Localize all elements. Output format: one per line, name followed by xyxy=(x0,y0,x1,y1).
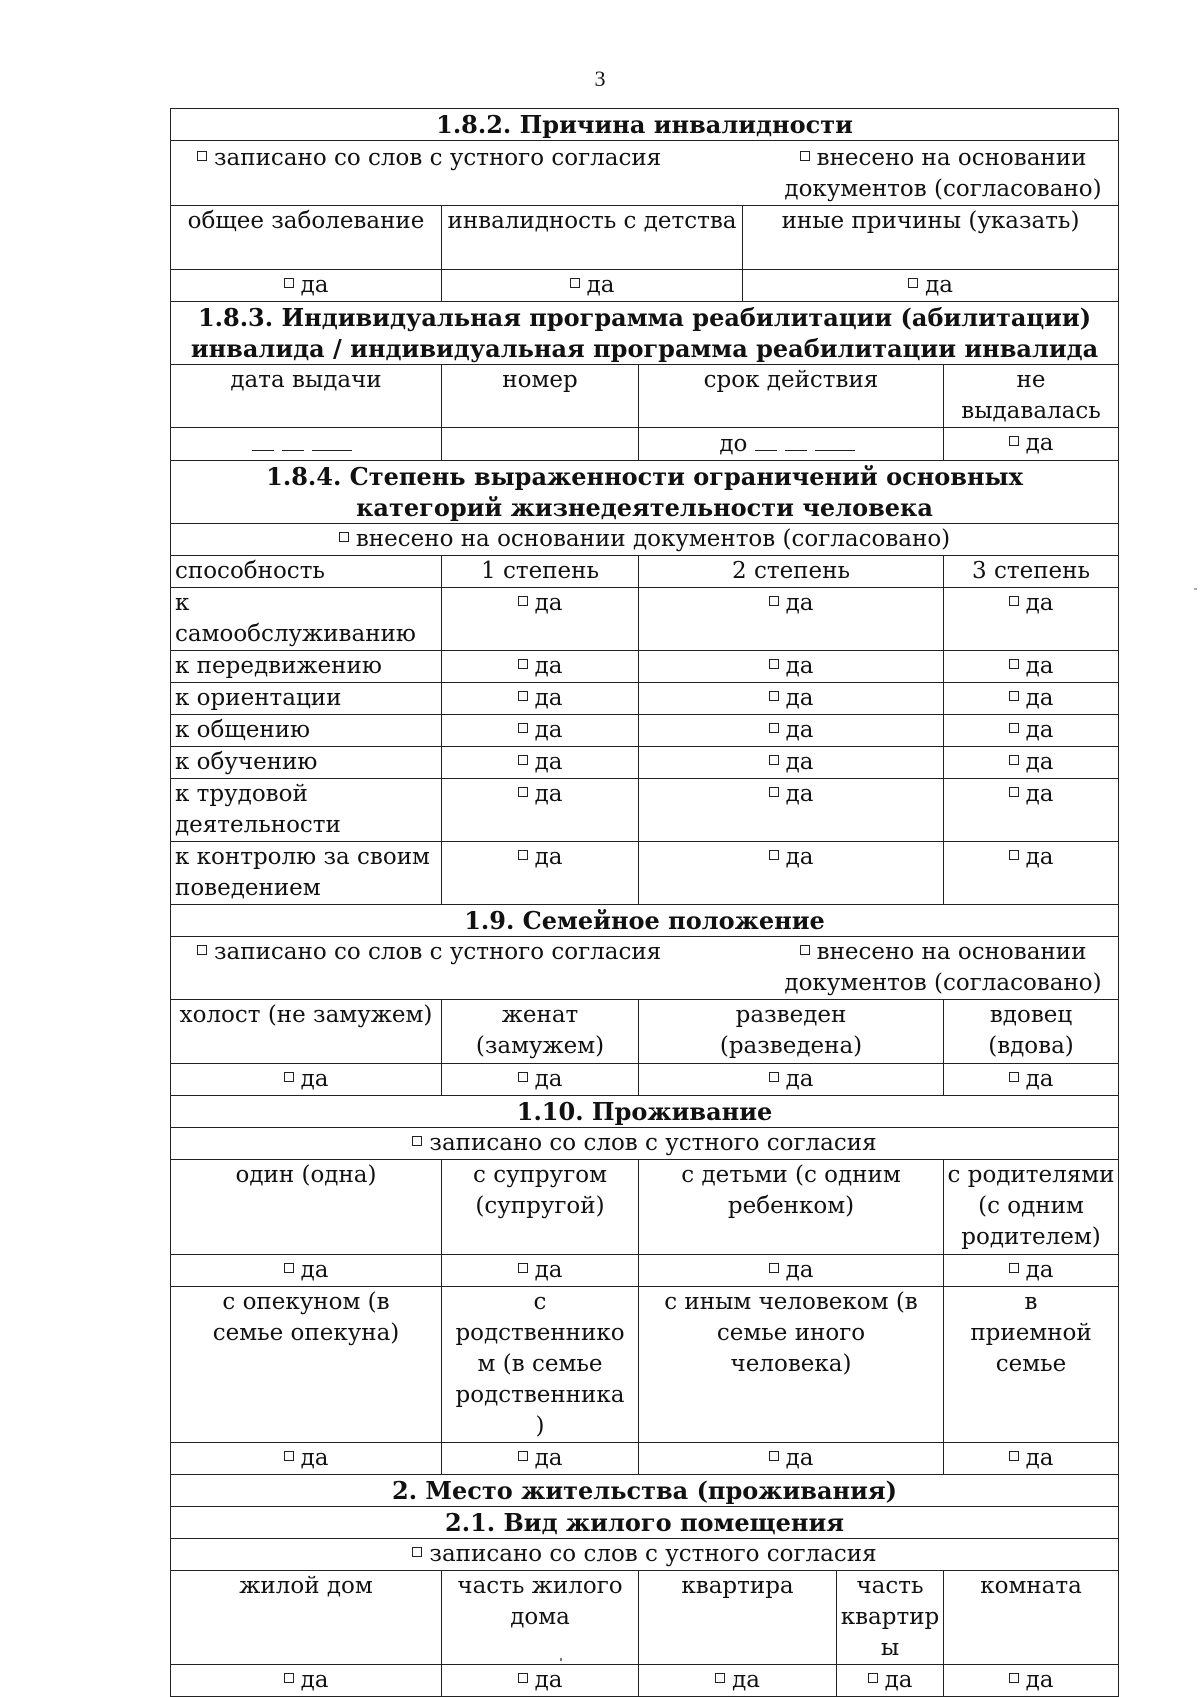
source-oral-label: записано со слов с устного согласия xyxy=(214,939,662,965)
yes-label: да xyxy=(300,272,329,298)
yes-checkbox[interactable] xyxy=(639,651,944,683)
yes-checkbox[interactable] xyxy=(944,779,1119,842)
option-label: холост (не замужем) xyxy=(171,1000,442,1064)
checkbox-icon[interactable] xyxy=(1009,787,1019,797)
yes-checkbox[interactable] xyxy=(944,588,1119,651)
checkbox-icon[interactable] xyxy=(518,1263,528,1273)
yes-label: да xyxy=(1025,1257,1054,1283)
yes-label: да xyxy=(884,1667,913,1693)
checkbox-icon[interactable] xyxy=(518,850,528,860)
yes-checkbox[interactable] xyxy=(442,1064,639,1096)
yes-label: да xyxy=(925,272,953,298)
s2-title-row xyxy=(171,1475,1119,1507)
ability-label: к передвижению xyxy=(171,651,442,683)
yes-label: да xyxy=(534,1066,563,1092)
yes-label: да xyxy=(785,590,814,616)
checkbox-icon[interactable] xyxy=(800,945,810,955)
source-oral-option[interactable] xyxy=(171,1128,1119,1160)
column-header: 2 степень xyxy=(639,556,944,588)
s110-options-b-row xyxy=(171,1287,1119,1443)
source-docs-label: внесено на основании документов (согласовано) xyxy=(355,526,951,552)
section-title: 2. Место жительства (проживания) xyxy=(171,1475,1119,1507)
yes-label: да xyxy=(300,1066,329,1092)
yes-label: да xyxy=(785,1257,814,1283)
yes-label: да xyxy=(785,844,814,870)
yes-checkbox[interactable] xyxy=(442,715,639,747)
s184-title-row xyxy=(171,461,1119,524)
yes-label: да xyxy=(534,685,563,711)
s110-options-a-row xyxy=(171,1160,1119,1255)
ability-row xyxy=(171,842,1119,905)
checkbox-icon[interactable] xyxy=(1009,723,1019,733)
number-field[interactable] xyxy=(442,428,639,461)
s110-check-b-row xyxy=(171,1443,1119,1475)
yes-label: да xyxy=(586,272,615,298)
yes-checkbox[interactable] xyxy=(442,747,639,779)
s21-check-row xyxy=(171,1665,1119,1697)
yes-label: да xyxy=(785,717,814,743)
questionnaire-form xyxy=(170,108,1119,1697)
option-label: один (одна) xyxy=(171,1160,442,1255)
yes-checkbox[interactable] xyxy=(639,588,944,651)
option-label: женат (замужем) xyxy=(442,1000,639,1064)
s19-options-row xyxy=(171,1000,1119,1064)
ability-row xyxy=(171,715,1119,747)
yes-checkbox[interactable] xyxy=(944,747,1119,779)
checkbox-icon[interactable] xyxy=(769,596,779,606)
yes-label: да xyxy=(1025,749,1054,775)
yes-checkbox[interactable] xyxy=(639,1255,944,1287)
checkbox-icon[interactable] xyxy=(868,1673,878,1683)
yes-checkbox[interactable] xyxy=(944,1255,1119,1287)
s182-title-row xyxy=(171,109,1119,141)
checkbox-icon[interactable] xyxy=(518,787,528,797)
yes-label: да xyxy=(785,653,814,679)
checkbox-icon[interactable] xyxy=(518,691,528,701)
checkbox-icon[interactable] xyxy=(518,659,528,669)
source-docs-option[interactable] xyxy=(171,524,1119,556)
yes-checkbox[interactable] xyxy=(442,779,639,842)
section-title: 1.9. Семейное положение xyxy=(171,905,1119,937)
checkbox-icon[interactable] xyxy=(412,1547,422,1557)
ability-label: к общению xyxy=(171,715,442,747)
checkbox-icon[interactable] xyxy=(800,151,810,161)
yes-label: да xyxy=(534,1257,563,1283)
yes-label: да xyxy=(534,590,563,616)
checkbox-icon[interactable] xyxy=(1009,659,1019,669)
checkbox-icon[interactable] xyxy=(769,691,779,701)
s183-title-row xyxy=(171,302,1119,365)
source-oral-option[interactable] xyxy=(197,937,661,999)
s19-source-row xyxy=(171,937,1119,1000)
checkbox-icon[interactable] xyxy=(284,1072,294,1082)
ability-row xyxy=(171,683,1119,715)
yes-checkbox[interactable] xyxy=(944,651,1119,683)
option-label: с родственником (в семье родственника) xyxy=(442,1287,639,1443)
checkbox-icon[interactable] xyxy=(769,850,779,860)
yes-label: да xyxy=(1025,430,1054,456)
section-title: 1.10. Проживание xyxy=(171,1096,1119,1128)
yes-label: да xyxy=(534,781,563,807)
checkbox-icon[interactable] xyxy=(769,659,779,669)
option-label: вдовец (вдова) xyxy=(944,1000,1119,1064)
option-label: инвалидность с детства xyxy=(442,206,743,270)
checkbox-icon[interactable] xyxy=(518,1451,528,1461)
ability-row xyxy=(171,779,1119,842)
checkbox-icon[interactable] xyxy=(1009,691,1019,701)
s21-title-row xyxy=(171,1507,1119,1539)
yes-checkbox[interactable] xyxy=(171,1443,442,1475)
source-oral-label: записано со слов с устного согласия xyxy=(214,145,662,171)
yes-checkbox[interactable] xyxy=(837,1665,944,1697)
yes-checkbox[interactable] xyxy=(944,1064,1119,1096)
scan-speck xyxy=(560,1658,562,1661)
yes-label: да xyxy=(785,685,814,711)
yes-checkbox[interactable] xyxy=(944,715,1119,747)
yes-checkbox[interactable] xyxy=(639,1064,944,1096)
option-label: иные причины (указать) xyxy=(743,206,1119,270)
ability-label: к трудовой деятельности xyxy=(171,779,442,842)
yes-checkbox[interactable] xyxy=(171,1665,442,1697)
source-docs-option[interactable] xyxy=(778,143,1108,205)
s19-title-row xyxy=(171,905,1119,937)
yes-label: да xyxy=(1025,590,1054,616)
s184-header-row xyxy=(171,556,1119,588)
yes-checkbox[interactable] xyxy=(442,651,639,683)
checkbox-icon[interactable] xyxy=(518,1072,528,1082)
page-number: 3 xyxy=(594,66,606,91)
yes-checkbox[interactable] xyxy=(944,683,1119,715)
yes-checkbox[interactable] xyxy=(743,270,1119,302)
option-label: в приемной семье xyxy=(944,1287,1119,1443)
yes-checkbox[interactable] xyxy=(442,1255,639,1287)
checkbox-icon[interactable] xyxy=(769,787,779,797)
ability-label: к самообслуживанию xyxy=(171,588,442,651)
column-header: 1 степень xyxy=(442,556,639,588)
checkbox-icon[interactable] xyxy=(1009,1451,1019,1461)
yes-checkbox[interactable] xyxy=(639,683,944,715)
source-docs-label: внесено на основании документов (согласовано) xyxy=(784,939,1102,996)
yes-checkbox[interactable] xyxy=(442,1665,639,1697)
validity-field[interactable] xyxy=(639,428,944,461)
option-label: жилой дом xyxy=(171,1571,442,1665)
source-oral-option[interactable] xyxy=(171,1539,1119,1571)
s182-source-row xyxy=(171,141,1119,206)
yes-checkbox[interactable] xyxy=(442,842,639,905)
checkbox-icon[interactable] xyxy=(908,278,918,288)
s110-source-row xyxy=(171,1128,1119,1160)
option-label: общее заболевание xyxy=(171,206,442,270)
checkbox-icon[interactable] xyxy=(570,278,580,288)
checkbox-icon[interactable] xyxy=(518,755,528,765)
yes-label: да xyxy=(1025,717,1054,743)
yes-checkbox[interactable] xyxy=(171,1064,442,1096)
yes-label: да xyxy=(1025,1066,1054,1092)
source-docs-label: внесено на основании документов (согласовано) xyxy=(784,145,1102,202)
yes-checkbox[interactable] xyxy=(442,1443,639,1475)
checkbox-icon[interactable] xyxy=(339,532,349,542)
checkbox-icon[interactable] xyxy=(1009,1673,1019,1683)
yes-label: да xyxy=(534,749,563,775)
column-header: срок действия xyxy=(639,365,944,428)
option-label: квартира xyxy=(639,1571,837,1665)
checkbox-icon[interactable] xyxy=(769,723,779,733)
checkbox-icon[interactable] xyxy=(197,151,207,161)
column-header: не выдавалась xyxy=(944,365,1119,428)
s183-header-row xyxy=(171,365,1119,428)
yes-label: да xyxy=(1025,781,1054,807)
ability-label: к контролю за своим поведением xyxy=(171,842,442,905)
yes-label: да xyxy=(785,781,814,807)
yes-label: да xyxy=(1025,1445,1054,1471)
yes-label: да xyxy=(785,1445,814,1471)
column-header: дата выдачи xyxy=(171,365,442,428)
option-label: разведен (разведена) xyxy=(639,1000,944,1064)
ability-row xyxy=(171,747,1119,779)
yes-checkbox[interactable] xyxy=(639,842,944,905)
column-header: способность xyxy=(171,556,442,588)
checkbox-icon[interactable] xyxy=(1009,755,1019,765)
yes-checkbox[interactable] xyxy=(944,1665,1119,1697)
option-label: с родителями (с одним родителем) xyxy=(944,1160,1119,1255)
section-title: 1.8.2. Причина инвалидности xyxy=(171,109,1119,141)
checkbox-icon[interactable] xyxy=(284,278,294,288)
section-title: 2.1. Вид жилого помещения xyxy=(171,1507,1119,1539)
yes-checkbox[interactable] xyxy=(639,747,944,779)
yes-label: да xyxy=(534,1667,563,1693)
s182-check-row xyxy=(171,270,1119,302)
s21-source-row xyxy=(171,1539,1119,1571)
ability-row xyxy=(171,651,1119,683)
ability-label: к обучению xyxy=(171,747,442,779)
section-title: 1.8.4. Степень выраженности ограничений основных категорий жизнедеятельности человека xyxy=(171,461,1119,524)
checkbox-icon[interactable] xyxy=(518,1673,528,1683)
checkbox-icon[interactable] xyxy=(518,723,528,733)
yes-label: да xyxy=(785,749,814,775)
column-header: номер xyxy=(442,365,639,428)
checkbox-icon[interactable] xyxy=(769,1451,779,1461)
s183-value-row xyxy=(171,428,1119,461)
checkbox-icon[interactable] xyxy=(769,755,779,765)
yes-label: да xyxy=(300,1257,329,1283)
checkbox-icon[interactable] xyxy=(518,596,528,606)
checkbox-icon[interactable] xyxy=(284,1673,294,1683)
yes-checkbox[interactable] xyxy=(171,1255,442,1287)
yes-label: да xyxy=(732,1667,760,1693)
checkbox-icon[interactable] xyxy=(1009,1072,1019,1082)
checkbox-icon[interactable] xyxy=(1009,1263,1019,1273)
yes-checkbox[interactable] xyxy=(442,270,743,302)
yes-checkbox[interactable] xyxy=(944,428,1119,461)
source-oral-option[interactable] xyxy=(197,143,661,205)
checkbox-icon[interactable] xyxy=(769,1263,779,1273)
ability-row xyxy=(171,588,1119,651)
yes-label: да xyxy=(534,717,563,743)
yes-label: да xyxy=(534,844,563,870)
checkbox-icon[interactable] xyxy=(284,1263,294,1273)
s21-options-row xyxy=(171,1571,1119,1665)
source-oral-label: записано со слов с устного согласия xyxy=(429,1541,877,1567)
source-docs-option[interactable] xyxy=(778,937,1108,999)
yes-checkbox[interactable] xyxy=(944,842,1119,905)
section-title: 1.8.3. Индивидуальная программа реабилитации (абилитации) инвалида / индивидуальная программа реабилитации инвалида xyxy=(171,302,1119,365)
option-label: часть квартиры xyxy=(837,1571,944,1665)
checkbox-icon[interactable] xyxy=(769,1072,779,1082)
yes-label: да xyxy=(300,1667,329,1693)
yes-checkbox[interactable] xyxy=(944,1443,1119,1475)
checkbox-icon[interactable] xyxy=(284,1451,294,1461)
checkbox-icon[interactable] xyxy=(1009,436,1019,446)
yes-checkbox[interactable] xyxy=(639,779,944,842)
checkbox-icon[interactable] xyxy=(412,1136,422,1146)
option-label: комната xyxy=(944,1571,1119,1665)
yes-label: да xyxy=(1025,844,1054,870)
s182-options-row xyxy=(171,206,1119,270)
source-oral-label: записано со слов с устного согласия xyxy=(429,1130,877,1156)
s110-title-row xyxy=(171,1096,1119,1128)
yes-checkbox[interactable] xyxy=(442,588,639,651)
issue-date-field[interactable] xyxy=(171,428,442,461)
option-label: с опекуном (в семье опекуна) xyxy=(171,1287,442,1443)
checkbox-icon[interactable] xyxy=(197,945,207,955)
yes-label: да xyxy=(300,1445,329,1471)
option-label: с иным человеком (в семье иного человека) xyxy=(639,1287,944,1443)
yes-label: да xyxy=(785,1066,814,1092)
option-label: с детьми (с одним ребенком) xyxy=(639,1160,944,1255)
yes-checkbox[interactable] xyxy=(171,270,442,302)
yes-label: да xyxy=(1025,685,1054,711)
checkbox-icon[interactable] xyxy=(1009,850,1019,860)
yes-checkbox[interactable] xyxy=(639,1665,837,1697)
yes-label: да xyxy=(534,653,563,679)
checkbox-icon[interactable] xyxy=(1009,596,1019,606)
until-label: до xyxy=(719,431,748,457)
yes-checkbox[interactable] xyxy=(639,715,944,747)
yes-label: да xyxy=(1025,653,1054,679)
s19-check-row xyxy=(171,1064,1119,1096)
yes-checkbox[interactable] xyxy=(442,683,639,715)
column-header: 3 степень xyxy=(944,556,1119,588)
scan-speck xyxy=(1194,588,1197,590)
yes-label: да xyxy=(534,1445,563,1471)
option-label: с супругом (супругой) xyxy=(442,1160,639,1255)
ability-label: к ориентации xyxy=(171,683,442,715)
option-label: часть жилого дома xyxy=(442,1571,639,1665)
checkbox-icon[interactable] xyxy=(715,1673,725,1683)
yes-checkbox[interactable] xyxy=(639,1443,944,1475)
s110-check-a-row xyxy=(171,1255,1119,1287)
yes-label: да xyxy=(1025,1667,1054,1693)
s184-source-row xyxy=(171,524,1119,556)
